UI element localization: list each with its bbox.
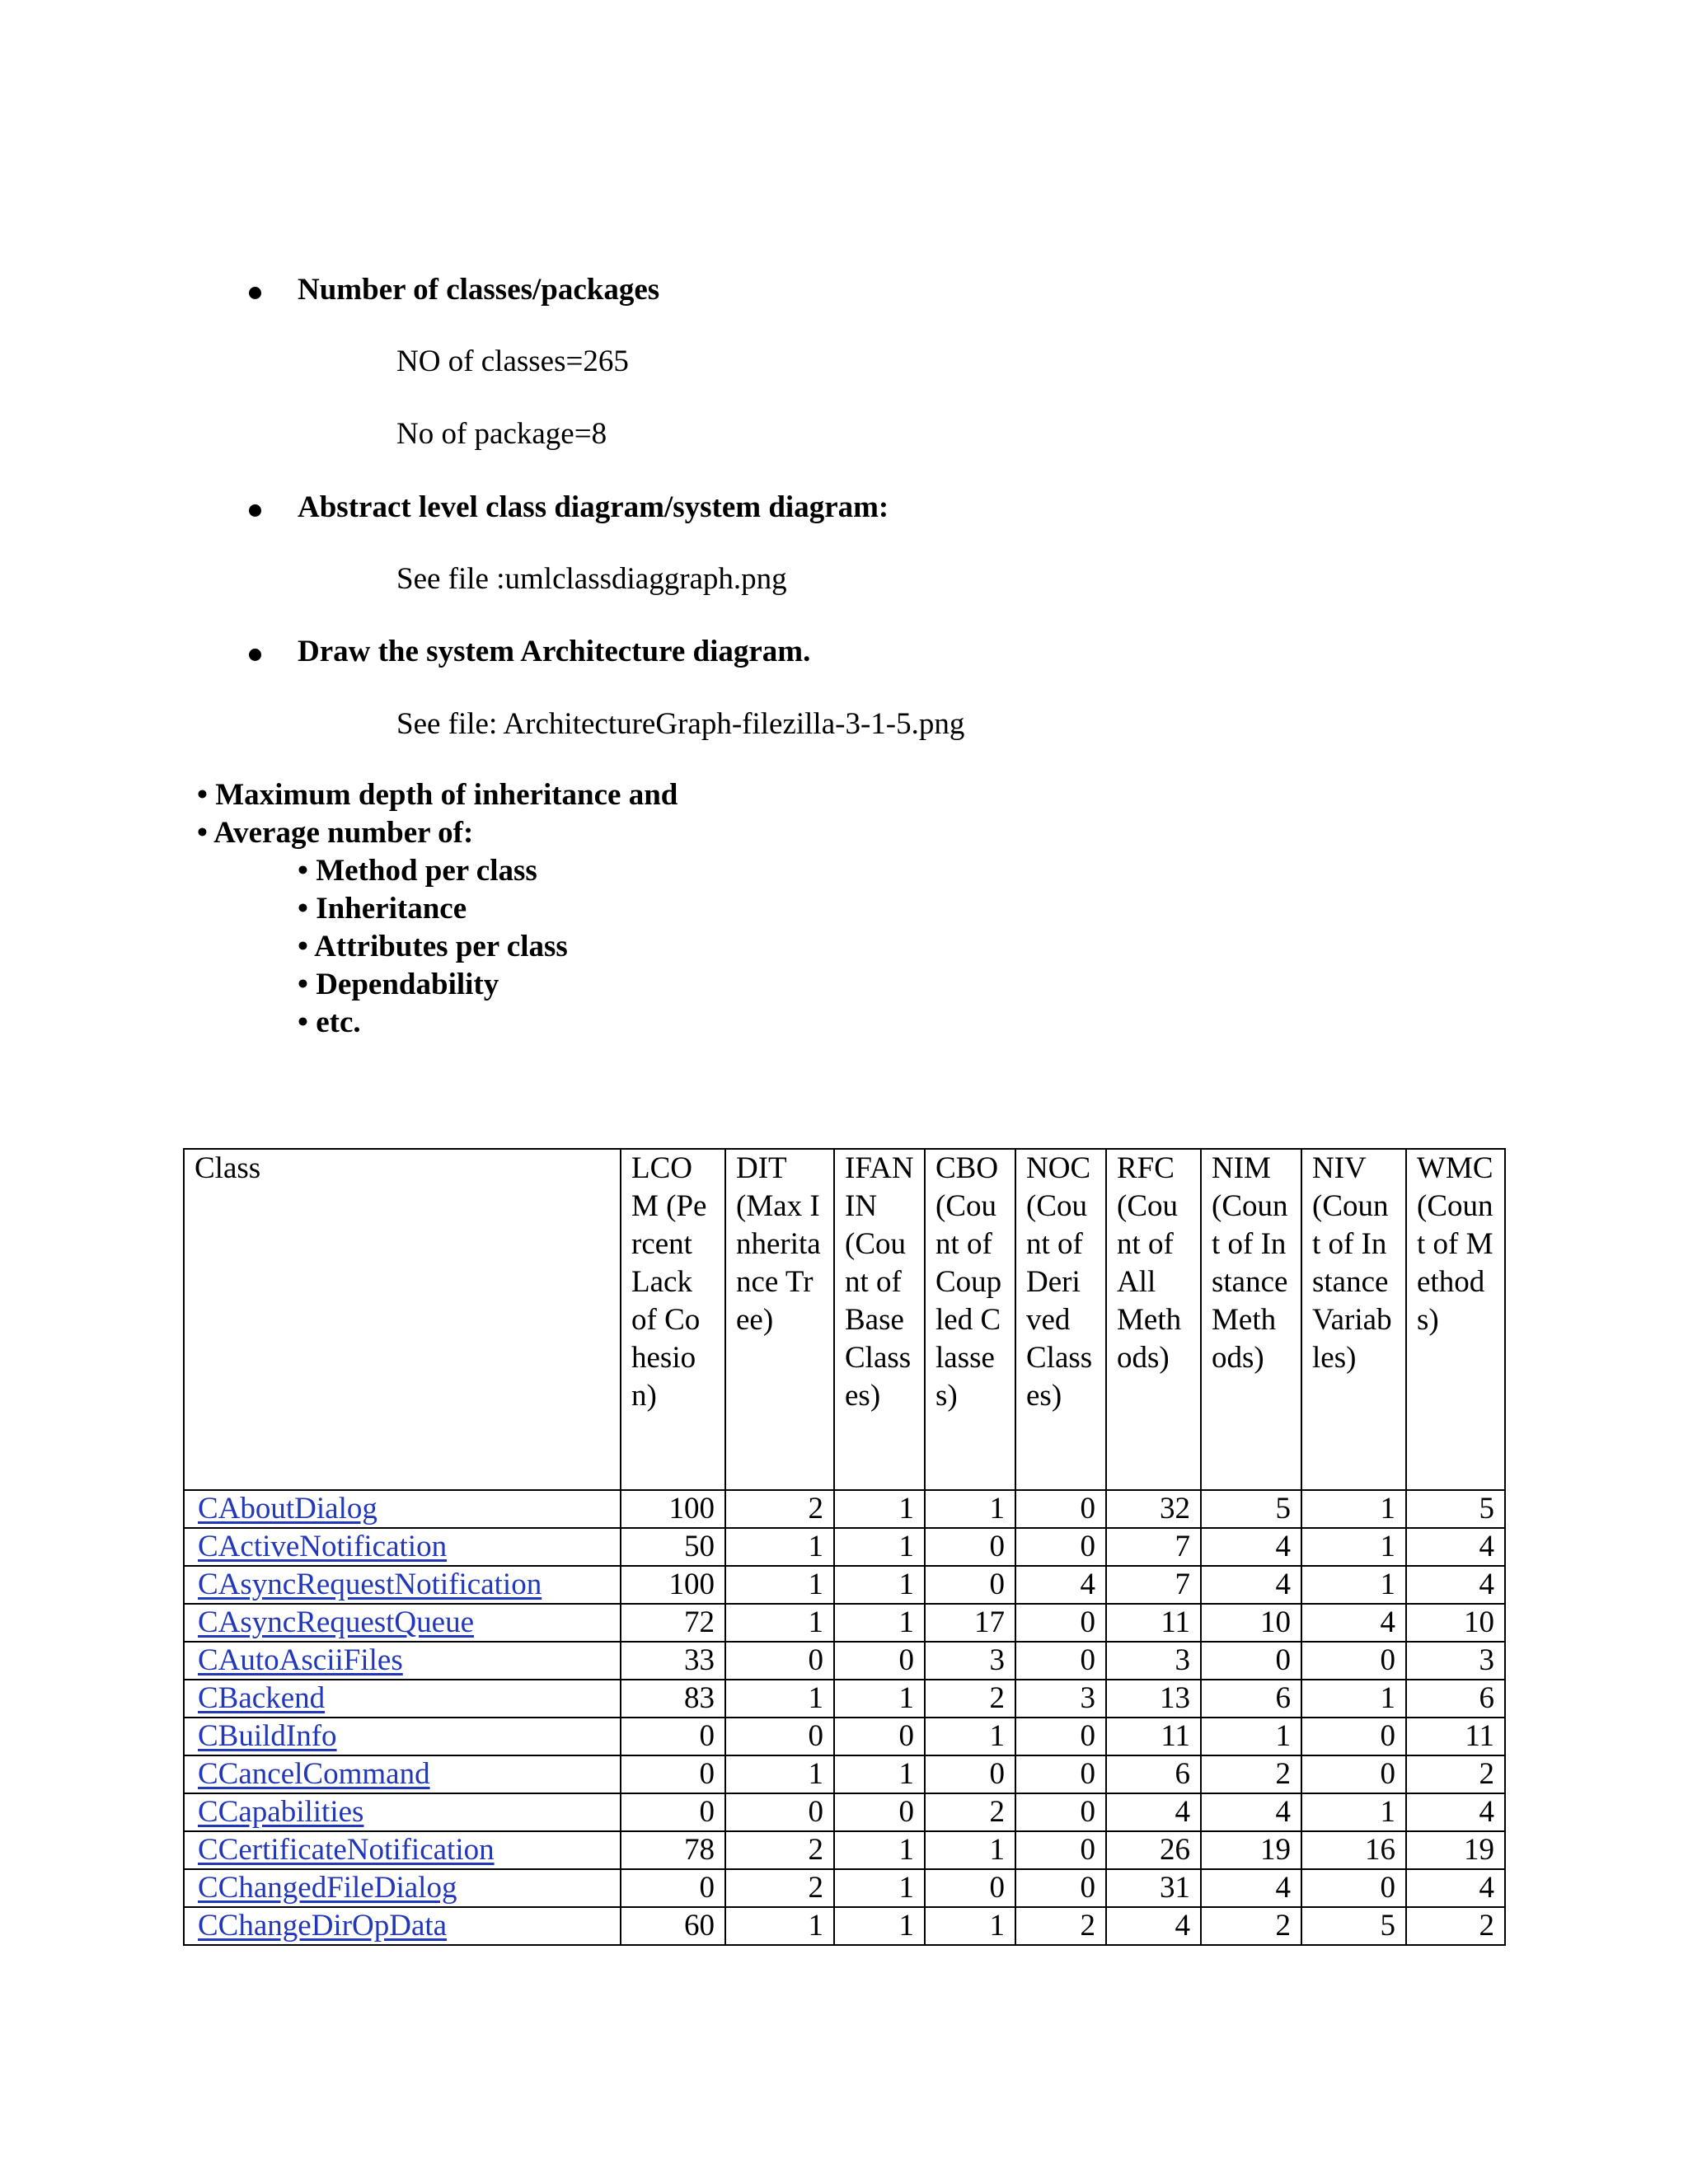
dit-cell: 1 — [725, 1566, 834, 1604]
class-link[interactable]: CCapabilities — [198, 1795, 364, 1829]
class-link[interactable]: CBackend — [198, 1681, 326, 1715]
table-row — [184, 1528, 1505, 1566]
table-row — [184, 1642, 1505, 1680]
dit-cell: 0 — [725, 1793, 834, 1831]
niv-cell: 1 — [1301, 1528, 1406, 1566]
class-link[interactable]: CAboutDialog — [198, 1492, 377, 1526]
class-diagram-file-text: See file :umlclassdiaggraph.png — [396, 562, 787, 596]
header-nim: NIM (Count of Instance Methods) — [1201, 1149, 1301, 1490]
class-name-cell — [184, 1831, 621, 1869]
nim-cell: 1 — [1201, 1718, 1301, 1755]
header-niv: NIV (Count of Instance Variables) — [1301, 1149, 1406, 1490]
noc-cell: 0 — [1015, 1755, 1106, 1793]
section-heading-architecture: Draw the system Architecture diagram. — [298, 635, 811, 668]
ifanin-cell: 1 — [834, 1528, 925, 1566]
lcom-cell: 72 — [621, 1604, 725, 1642]
class-link[interactable]: CCertificateNotification — [198, 1833, 495, 1867]
wmc-cell: 4 — [1406, 1528, 1505, 1566]
cbo-cell: 0 — [925, 1755, 1015, 1793]
ifanin-cell: 0 — [834, 1718, 925, 1755]
dit-cell: 1 — [725, 1528, 834, 1566]
nim-cell: 4 — [1201, 1869, 1301, 1907]
bullet-dot — [249, 287, 261, 299]
cbo-cell: 1 — [925, 1718, 1015, 1755]
class-name-cell — [184, 1793, 621, 1831]
class-name-cell — [184, 1490, 621, 1528]
class-link[interactable]: CActiveNotification — [198, 1530, 448, 1563]
table-row — [184, 1755, 1505, 1793]
wmc-cell: 11 — [1406, 1718, 1505, 1755]
dit-cell: 1 — [725, 1680, 834, 1718]
bullet-dot — [249, 649, 261, 661]
cbo-cell: 1 — [925, 1831, 1015, 1869]
nim-cell: 2 — [1201, 1755, 1301, 1793]
dit-cell: 1 — [725, 1907, 834, 1945]
classes-count-text: NO of classes=265 — [396, 344, 629, 378]
niv-cell: 0 — [1301, 1718, 1406, 1755]
class-name-cell — [184, 1907, 621, 1945]
section-heading-classes-packages: Number of classes/packages — [298, 273, 660, 307]
lcom-cell: 33 — [621, 1642, 725, 1680]
ifanin-cell: 0 — [834, 1793, 925, 1831]
table-row — [184, 1680, 1505, 1718]
nim-cell: 5 — [1201, 1490, 1301, 1528]
metrics-sublist-item: • Inheritance — [298, 892, 467, 926]
wmc-cell: 2 — [1406, 1755, 1505, 1793]
cbo-cell: 0 — [925, 1869, 1015, 1907]
wmc-cell: 4 — [1406, 1793, 1505, 1831]
niv-cell: 1 — [1301, 1490, 1406, 1528]
niv-cell: 0 — [1301, 1642, 1406, 1680]
class-link[interactable]: CAsyncRequestNotification — [198, 1568, 542, 1601]
class-name-cell — [184, 1869, 621, 1907]
table-row — [184, 1604, 1505, 1642]
class-name-cell — [184, 1642, 621, 1680]
rfc-cell: 26 — [1106, 1831, 1201, 1869]
class-link[interactable]: CChangedFileDialog — [198, 1871, 457, 1905]
noc-cell: 3 — [1015, 1680, 1106, 1718]
header-noc: NOC (Count of Derived Classes) — [1015, 1149, 1106, 1490]
nim-cell: 4 — [1201, 1793, 1301, 1831]
niv-cell: 1 — [1301, 1566, 1406, 1604]
table-row — [184, 1831, 1505, 1869]
dit-cell: 2 — [725, 1869, 834, 1907]
metrics-sublist-item: • Dependability — [298, 968, 499, 1001]
class-link[interactable]: CChangeDirOpData — [198, 1909, 448, 1943]
header-ifanin: IFANIN (Count of Base Classes) — [834, 1149, 925, 1490]
cbo-cell: 17 — [925, 1604, 1015, 1642]
ifanin-cell: 1 — [834, 1604, 925, 1642]
nim-cell: 4 — [1201, 1528, 1301, 1566]
rfc-cell: 13 — [1106, 1680, 1201, 1718]
niv-cell: 0 — [1301, 1869, 1406, 1907]
table-row — [184, 1869, 1505, 1907]
nim-cell: 6 — [1201, 1680, 1301, 1718]
dit-cell: 1 — [725, 1755, 834, 1793]
lcom-cell: 0 — [621, 1755, 725, 1793]
class-name-cell — [184, 1755, 621, 1793]
class-link[interactable]: CAutoAsciiFiles — [198, 1643, 403, 1677]
niv-cell: 0 — [1301, 1755, 1406, 1793]
class-name-cell — [184, 1528, 621, 1566]
ifanin-cell: 0 — [834, 1642, 925, 1680]
noc-cell: 2 — [1015, 1907, 1106, 1945]
header-cbo: CBO (Count of Coupled Classes) — [925, 1149, 1015, 1490]
metrics-list-item: • Average number of: — [197, 816, 474, 850]
cbo-cell: 0 — [925, 1566, 1015, 1604]
header-wmc: WMC (Count of Methods) — [1406, 1149, 1505, 1490]
niv-cell: 16 — [1301, 1831, 1406, 1869]
ifanin-cell: 1 — [834, 1755, 925, 1793]
noc-cell: 4 — [1015, 1566, 1106, 1604]
table-row — [184, 1907, 1505, 1945]
ifanin-cell: 1 — [834, 1869, 925, 1907]
dit-cell: 2 — [725, 1831, 834, 1869]
cbo-cell: 0 — [925, 1528, 1015, 1566]
dit-cell: 0 — [725, 1718, 834, 1755]
nim-cell: 2 — [1201, 1907, 1301, 1945]
wmc-cell: 3 — [1406, 1642, 1505, 1680]
lcom-cell: 78 — [621, 1831, 725, 1869]
ifanin-cell: 1 — [834, 1907, 925, 1945]
ifanin-cell: 1 — [834, 1680, 925, 1718]
noc-cell: 0 — [1015, 1528, 1106, 1566]
table-row — [184, 1718, 1505, 1755]
lcom-cell: 60 — [621, 1907, 725, 1945]
cbo-cell: 1 — [925, 1490, 1015, 1528]
header-class: Class — [184, 1149, 621, 1490]
noc-cell: 0 — [1015, 1642, 1106, 1680]
rfc-cell: 4 — [1106, 1793, 1201, 1831]
rfc-cell: 31 — [1106, 1869, 1201, 1907]
dit-cell: 1 — [725, 1604, 834, 1642]
lcom-cell: 50 — [621, 1528, 725, 1566]
header-rfc: RFC (Count of All Methods) — [1106, 1149, 1201, 1490]
class-link[interactable]: CBuildInfo — [198, 1719, 337, 1753]
class-name-cell — [184, 1604, 621, 1642]
metrics-sublist-item: • etc. — [298, 1005, 361, 1039]
lcom-cell: 100 — [621, 1490, 725, 1528]
rfc-cell: 7 — [1106, 1566, 1201, 1604]
rfc-cell: 11 — [1106, 1718, 1201, 1755]
package-count-text: No of package=8 — [396, 417, 607, 451]
cbo-cell: 1 — [925, 1907, 1015, 1945]
table-header-row — [184, 1149, 1505, 1490]
architecture-file-text: See file: ArchitectureGraph-filezilla-3-1-5.png — [396, 707, 965, 741]
class-name-cell — [184, 1718, 621, 1755]
noc-cell: 0 — [1015, 1718, 1106, 1755]
lcom-cell: 100 — [621, 1566, 725, 1604]
nim-cell: 4 — [1201, 1566, 1301, 1604]
noc-cell: 0 — [1015, 1831, 1106, 1869]
rfc-cell: 7 — [1106, 1528, 1201, 1566]
rfc-cell: 4 — [1106, 1907, 1201, 1945]
class-metrics-table — [183, 1148, 1506, 1946]
table-row — [184, 1566, 1505, 1604]
dit-cell: 0 — [725, 1642, 834, 1680]
class-link[interactable]: CCancelCommand — [198, 1757, 430, 1791]
header-dit: DIT (Max Inheritance Tree) — [725, 1149, 834, 1490]
header-lcom: LCOM (Percent Lack of Cohesion) — [621, 1149, 725, 1490]
section-heading-class-diagram: Abstract level class diagram/system diagram: — [298, 490, 889, 524]
noc-cell: 0 — [1015, 1793, 1106, 1831]
class-name-cell — [184, 1680, 621, 1718]
lcom-cell: 0 — [621, 1869, 725, 1907]
niv-cell: 4 — [1301, 1604, 1406, 1642]
niv-cell: 5 — [1301, 1907, 1406, 1945]
noc-cell: 0 — [1015, 1869, 1106, 1907]
class-name-cell — [184, 1566, 621, 1604]
ifanin-cell: 1 — [834, 1566, 925, 1604]
noc-cell: 0 — [1015, 1604, 1106, 1642]
metrics-list-item: • Maximum depth of inheritance and — [197, 778, 678, 812]
rfc-cell: 3 — [1106, 1642, 1201, 1680]
cbo-cell: 2 — [925, 1680, 1015, 1718]
nim-cell: 10 — [1201, 1604, 1301, 1642]
table-row — [184, 1793, 1505, 1831]
lcom-cell: 0 — [621, 1793, 725, 1831]
niv-cell: 1 — [1301, 1793, 1406, 1831]
table-row — [184, 1490, 1505, 1528]
niv-cell: 1 — [1301, 1680, 1406, 1718]
ifanin-cell: 1 — [834, 1831, 925, 1869]
wmc-cell: 19 — [1406, 1831, 1505, 1869]
wmc-cell: 10 — [1406, 1604, 1505, 1642]
nim-cell: 19 — [1201, 1831, 1301, 1869]
nim-cell: 0 — [1201, 1642, 1301, 1680]
ifanin-cell: 1 — [834, 1490, 925, 1528]
cbo-cell: 3 — [925, 1642, 1015, 1680]
lcom-cell: 0 — [621, 1718, 725, 1755]
wmc-cell: 2 — [1406, 1907, 1505, 1945]
metrics-sublist-item: • Method per class — [298, 854, 537, 888]
lcom-cell: 83 — [621, 1680, 725, 1718]
rfc-cell: 32 — [1106, 1490, 1201, 1528]
cbo-cell: 2 — [925, 1793, 1015, 1831]
rfc-cell: 6 — [1106, 1755, 1201, 1793]
wmc-cell: 5 — [1406, 1490, 1505, 1528]
metrics-sublist-item: • Attributes per class — [298, 930, 568, 963]
wmc-cell: 4 — [1406, 1566, 1505, 1604]
class-link[interactable]: CAsyncRequestQueue — [198, 1605, 474, 1639]
wmc-cell: 4 — [1406, 1869, 1505, 1907]
noc-cell: 0 — [1015, 1490, 1106, 1528]
bullet-dot — [249, 504, 261, 517]
rfc-cell: 11 — [1106, 1604, 1201, 1642]
dit-cell: 2 — [725, 1490, 834, 1528]
wmc-cell: 6 — [1406, 1680, 1505, 1718]
